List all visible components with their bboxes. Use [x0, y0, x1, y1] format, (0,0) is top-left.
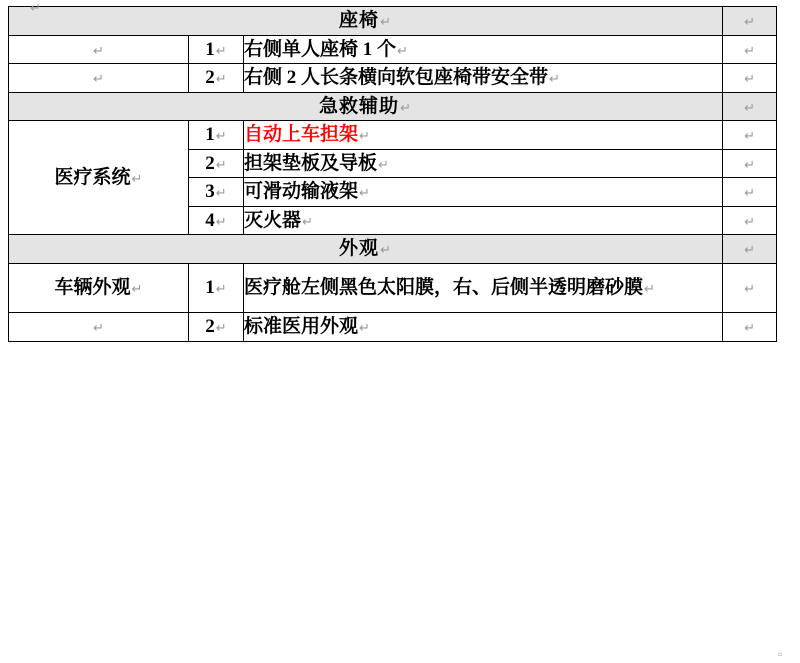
paragraph-mark-icon: ↵ [380, 14, 392, 29]
row-number-text: 1 [205, 124, 215, 146]
row-end-mark [723, 92, 777, 121]
row-number [189, 64, 244, 93]
paragraph-mark-icon: ↵ [131, 281, 143, 297]
category-cell-empty [9, 64, 189, 93]
section-title-appearance [9, 235, 723, 264]
table-row [9, 313, 777, 342]
row-description-text: 标准医用外观 [244, 316, 359, 338]
row-description-text: 右侧 2 人长条横向软包座椅带安全带 [244, 67, 549, 89]
category-cell-empty [9, 35, 189, 64]
paragraph-mark-icon: ↵ [744, 320, 755, 336]
paragraph-mark-icon: ↵ [131, 171, 143, 186]
paragraph-mark-icon: ↵ [215, 213, 227, 229]
paragraph-mark-icon: ↵ [359, 185, 370, 201]
paragraph-mark-icon: ↵ [744, 242, 755, 258]
row-description [244, 121, 723, 150]
paragraph-mark-icon: ↵ [215, 156, 227, 172]
paragraph-mark-icon: ↵ [215, 128, 227, 144]
table-row [9, 64, 777, 93]
category-cell-empty [9, 313, 189, 342]
row-end-mark [723, 263, 777, 312]
section-header-row [9, 7, 777, 36]
section-header-row [9, 92, 777, 121]
category-cell-medical-system [9, 121, 189, 235]
section-title-seats [9, 7, 723, 36]
row-number [189, 35, 244, 64]
row-end-mark [723, 206, 777, 235]
paragraph-mark-icon: ↵ [302, 213, 313, 229]
paragraph-mark-icon: ↵ [744, 71, 755, 87]
category-text: 车辆外观 [54, 277, 131, 299]
row-description [244, 178, 723, 207]
paragraph-mark-icon: ↵ [380, 242, 392, 258]
row-number-text: 1 [205, 38, 215, 60]
row-number-text: 4 [205, 209, 215, 231]
row-description [244, 64, 723, 93]
row-description [244, 206, 723, 235]
section-title-emergency [9, 92, 723, 121]
row-number-text: 2 [205, 67, 215, 89]
paragraph-mark-icon: ↵ [215, 281, 227, 297]
paragraph-mark-icon: ↵ [93, 71, 104, 87]
row-end-mark [723, 235, 777, 264]
row-description [244, 263, 723, 312]
row-description [244, 35, 723, 64]
table-row [9, 121, 777, 150]
paragraph-mark-icon: ↵ [549, 71, 560, 87]
row-description-text: 右侧单人座椅 1 个 [244, 38, 397, 60]
row-end-mark [723, 35, 777, 64]
document-end-mark: ▫ [778, 647, 783, 661]
row-number-text: 3 [205, 181, 215, 203]
category-text: 医疗系统 [54, 167, 131, 188]
row-end-mark [723, 64, 777, 93]
paragraph-mark-icon: ↵ [378, 156, 389, 172]
paragraph-mark-icon: ↵ [359, 128, 370, 144]
category-cell-vehicle-appearance [9, 263, 189, 312]
row-description-text: 灭火器 [244, 209, 302, 231]
row-number-text: 2 [205, 316, 215, 338]
paragraph-mark-icon: ↵ [215, 71, 227, 87]
section-title-text: 急救辅助 [319, 95, 400, 117]
row-number [189, 149, 244, 178]
section-header-row [9, 235, 777, 264]
row-end-mark [723, 178, 777, 207]
row-end-mark [723, 7, 777, 36]
paragraph-mark-icon: ↵ [744, 128, 755, 144]
row-end-mark [723, 121, 777, 150]
paragraph-mark-icon: ↵ [644, 280, 655, 296]
paragraph-mark-icon: ↵ [744, 99, 755, 115]
paragraph-mark-icon: ↵ [215, 42, 227, 58]
row-end-mark [723, 149, 777, 178]
paragraph-mark-icon: ↵ [400, 99, 412, 115]
row-description-text: 医疗舱左侧黑色太阳膜，右、后侧半透明磨砂膜 [244, 276, 644, 298]
specification-table [8, 6, 777, 342]
row-number [189, 313, 244, 342]
row-description [244, 313, 723, 342]
paragraph-mark-icon: ↵ [93, 42, 104, 58]
paragraph-mark-icon: ↵ [215, 320, 227, 336]
row-description [244, 149, 723, 178]
paragraph-mark-icon: ↵ [744, 281, 755, 297]
section-title-text: 外观 [339, 238, 380, 260]
row-number [189, 263, 244, 312]
paragraph-mark-icon: ↵ [215, 185, 227, 201]
paragraph-mark-icon: ↵ [744, 185, 755, 201]
paragraph-mark-icon: ↵ [744, 213, 755, 229]
section-title-text: 座椅 [339, 10, 380, 31]
row-description-text: 自动上车担架 [244, 124, 359, 146]
row-description-text: 担架垫板及导板 [244, 152, 378, 174]
paragraph-mark-top: ↵ [30, 0, 41, 15]
paragraph-mark-icon: ↵ [744, 14, 755, 29]
row-number [189, 178, 244, 207]
row-number [189, 206, 244, 235]
table-row [9, 263, 777, 312]
paragraph-mark-icon: ↵ [93, 320, 104, 336]
row-number-text: 2 [205, 152, 215, 174]
table-row [9, 35, 777, 64]
row-number-text: 1 [205, 277, 215, 299]
row-end-mark [723, 313, 777, 342]
paragraph-mark-icon: ↵ [359, 320, 370, 336]
paragraph-mark-icon: ↵ [744, 42, 755, 58]
paragraph-mark-icon: ↵ [397, 42, 408, 58]
row-number [189, 121, 244, 150]
row-description-text: 可滑动输液架 [244, 181, 359, 203]
paragraph-mark-icon: ↵ [744, 156, 755, 172]
